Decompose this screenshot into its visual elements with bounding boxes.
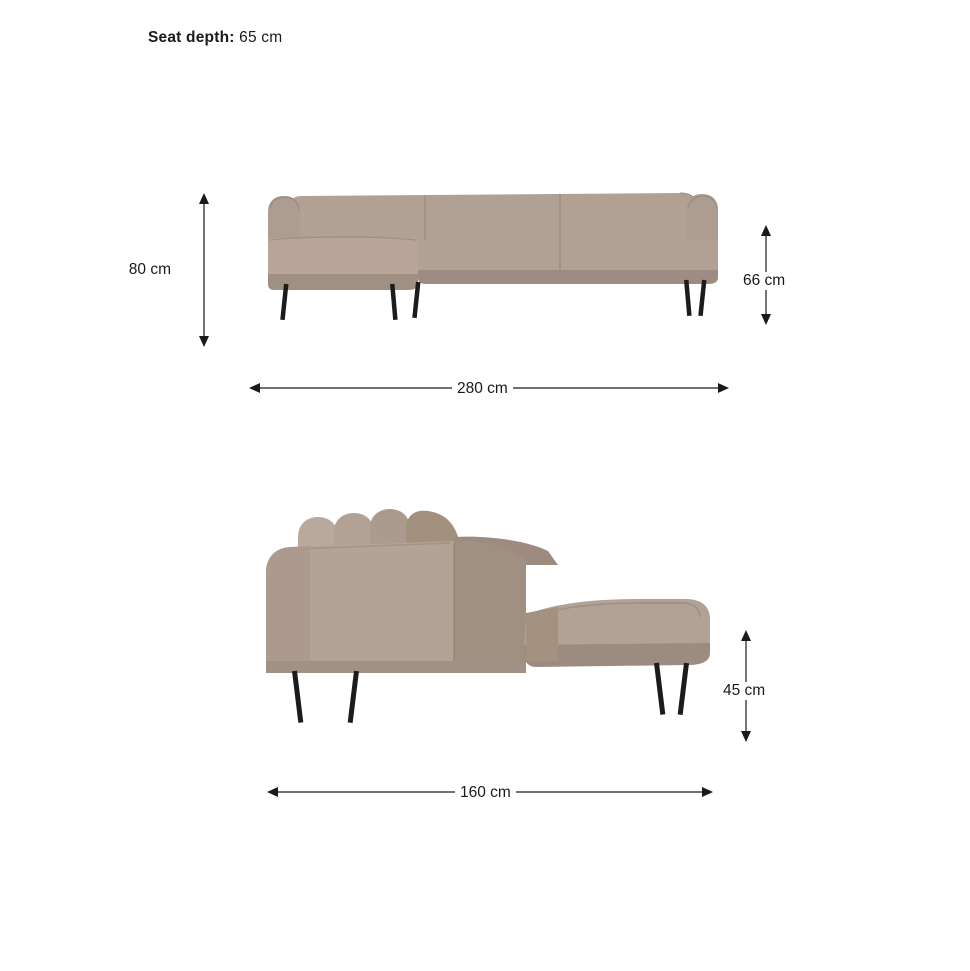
front-width-label: 280 cm [452,380,513,398]
side-seat-height-label: 45 cm [718,682,770,700]
front-view-figure [0,0,970,420]
seat-depth-label: Seat depth: [148,29,235,46]
sofa-front-illustration [240,178,740,348]
side-view-figure [0,460,970,860]
front-height-rule [190,190,220,350]
seat-depth-value: 65 cm [239,29,283,46]
sofa-side-illustration [258,495,728,775]
front-height-label: 80 cm [124,261,176,279]
front-back-height-label: 66 cm [738,272,790,290]
side-depth-label: 160 cm [455,784,516,802]
